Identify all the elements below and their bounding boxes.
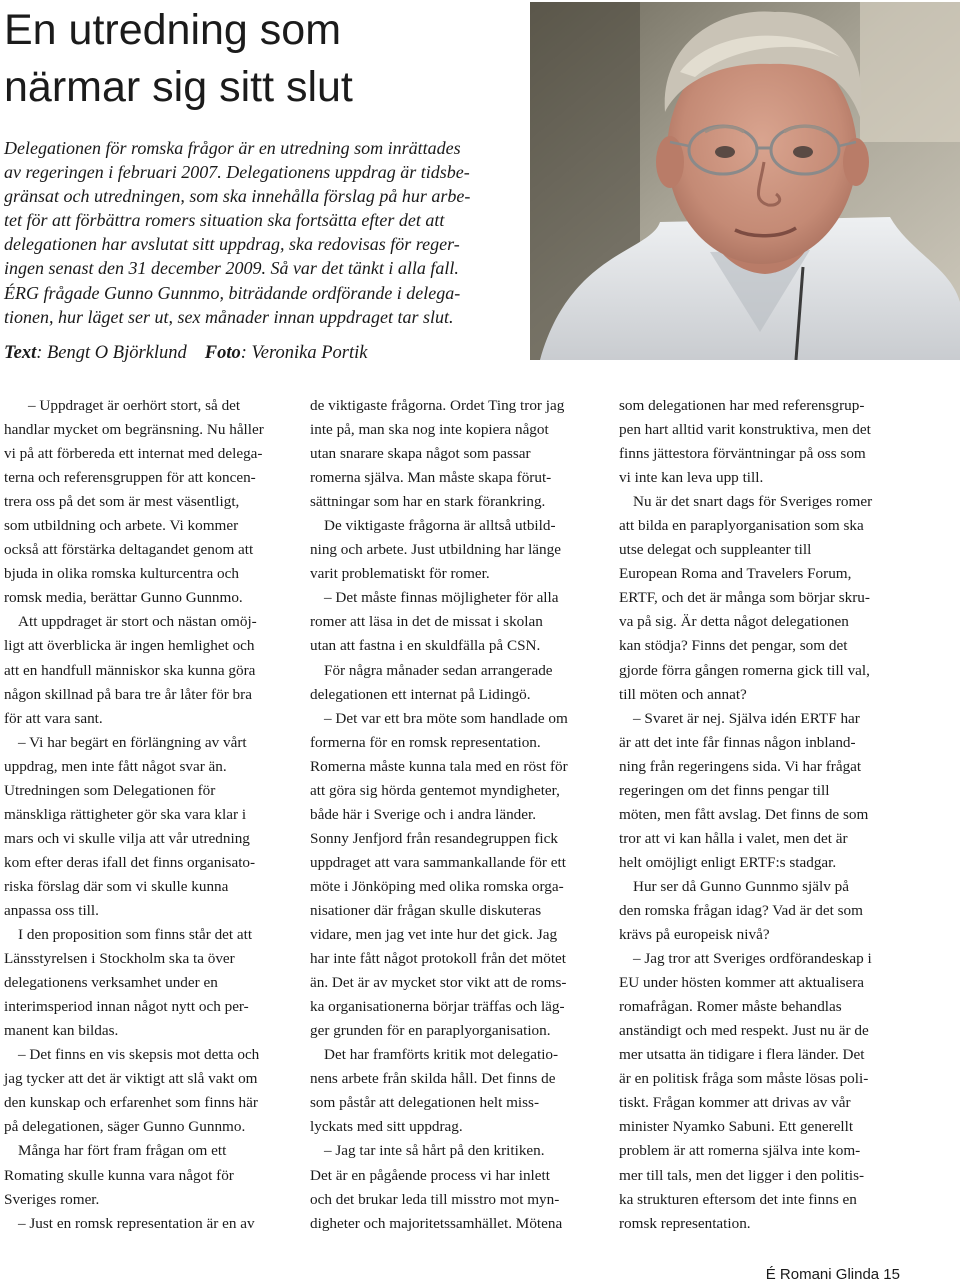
body-line: mer utsatta än tidigare i flera länder. Det <box>619 1046 865 1064</box>
body-line: Hur ser då Gunno Gunnmo själv på <box>633 877 849 895</box>
byline-photo-label: Foto <box>204 343 241 363</box>
body-line: utse delegat och suppleanter till <box>619 541 812 559</box>
body-line: riska förslag där som vi skulle kunna <box>4 877 229 895</box>
body-line: – Jag tror att Sveriges ordförandeskap i <box>633 950 872 968</box>
body-line: Det är en pågående process vi har inlett <box>310 1166 550 1184</box>
body-line: än. Det är av mycket stor vikt att de roms- <box>310 974 567 992</box>
body-line: anständigt och med respekt. Just nu är de <box>619 1022 869 1040</box>
page-footer-folio: É Romani Glinda 15 <box>765 1266 900 1283</box>
body-line: digheter och majoritetssamhället. Mötena <box>310 1214 563 1232</box>
body-line: har inte fått något protokoll från det mötet <box>310 950 566 968</box>
body-line: inte på, man ska nog inte kopiera något <box>310 421 549 439</box>
body-column-3 <box>619 394 904 1236</box>
body-line: tiskt. Frågan kommer att drivas av vår <box>619 1094 851 1112</box>
body-line: lyckats med sitt uppdrag. <box>310 1118 463 1136</box>
body-line: – Det finns en vis skepsis mot detta och <box>18 1046 260 1064</box>
body-line: I den proposition som finns står det att <box>18 926 253 944</box>
body-line: va på sig. Är detta något delegationen <box>619 613 849 631</box>
body-line: romafrågan. Romer måste behandlas <box>619 998 842 1016</box>
body-line: mänskliga rättigheter gör ska vara klar i <box>4 805 247 823</box>
body-line: Länsstyrelsen i Stockholm ska ta över <box>4 950 235 968</box>
body-line: och det brukar leda till misstro mot myn- <box>310 1190 560 1208</box>
body-line: – Det var ett bra möte som handlade om <box>324 709 568 727</box>
body-line: vi inte kan leva upp till. <box>619 469 764 487</box>
body-line: gjorde förra gången romerna gick till val, <box>619 661 870 679</box>
body-line: ger grunden för en paraplyorganisation. <box>310 1022 551 1040</box>
body-line: ning och arbete. Just utbildning har länge <box>310 541 561 559</box>
portrait-illustration <box>530 2 960 360</box>
body-column-2 <box>310 394 595 1236</box>
body-line: Att uppdraget är stort och nästan omöj- <box>18 613 257 631</box>
body-line: formerna för en romsk representation. <box>310 733 541 751</box>
body-column-1 <box>4 394 289 1236</box>
body-line: ERTF, och det är många som börjar skru- <box>619 589 870 607</box>
body-line: – Svaret är nej. Själva idén ERTF har <box>633 709 860 727</box>
body-line: European Roma and Travelers Forum, <box>619 565 852 583</box>
body-line: – Vi har begärt en förlängning av vårt <box>18 733 247 751</box>
body-line: möten, men fått avslag. Det finns de som <box>619 805 869 823</box>
body-line: ligt att överblicka är ingen hemlighet och <box>4 637 255 655</box>
body-line: finns jättestora förväntningar på oss som <box>619 445 866 463</box>
byline <box>4 341 367 365</box>
article-title <box>4 2 524 116</box>
body-line: ning från regeringens sida. Vi har frågat <box>619 757 862 775</box>
byline-author: : Bengt O Björklund <box>36 343 187 363</box>
body-line: – Jag tar inte så hårt på den kritiken. <box>324 1142 545 1160</box>
body-line: krävs på europeisk nivå? <box>619 926 770 944</box>
lead-line: Delegationen för romska frågor är en utredning som inrättades <box>4 138 461 158</box>
body-line: att bilda en paraplyorganisation som ska <box>619 517 864 535</box>
body-line: att en handfull människor ska kunna göra <box>4 661 256 679</box>
body-line: också att förstärka deltagandet genom att <box>4 541 254 559</box>
body-line: Det har framförts kritik mot delegatio- <box>324 1046 559 1064</box>
body-line: både här i Sverige och i andra länder. <box>310 805 537 823</box>
body-line: vi på att förbereda ett internat med delega- <box>4 445 263 463</box>
body-line: utan snarare skapa något som passar <box>310 445 531 463</box>
body-line: kom efter deras ifall det finns organisato- <box>4 853 256 871</box>
body-line: nisationer där frågan skulle diskuteras <box>310 901 542 919</box>
body-line: jag tycker att det är viktigt att slå vakt om <box>4 1070 258 1088</box>
body-line: terna och referensgruppen för att koncen- <box>4 469 256 487</box>
body-line: vidare, men jag vet inte hur det gick. Jag <box>310 926 558 944</box>
body-line: Romating skulle kunna vara något för <box>4 1166 234 1184</box>
body-line: som påstår att delegationen helt miss- <box>310 1094 540 1112</box>
body-line: till möten och annat? <box>619 685 747 703</box>
body-line: – Uppdraget är oerhört stort, så det <box>28 397 241 414</box>
body-line: de viktigaste frågorna. Ordet Ting tror jag <box>310 397 565 414</box>
body-line: romsk representation. <box>619 1214 751 1232</box>
body-line: Sonny Jenfjord från resandegruppen fick <box>310 829 558 847</box>
byline-text-label: Text <box>4 343 37 363</box>
body-line: är en politisk fråga som måste lösas poli- <box>619 1070 869 1088</box>
body-line: regeringen om det finns pengar till <box>619 781 830 799</box>
body-line: nens arbete från skilda håll. Det finns de <box>310 1070 556 1088</box>
title-line-1: En utredning som <box>4 6 342 54</box>
lead-line: tet för att förbättra romers situation ska fortsätta efter det att <box>4 210 445 231</box>
lead-line: gränsat och utredningen, som ska innehålla förslag på hur arbe- <box>4 186 471 207</box>
body-line: problem är att romerna själva inte kom- <box>619 1142 861 1160</box>
body-line: minister Nyamko Sabuni. Ett generellt <box>619 1118 854 1136</box>
body-line: är att det inte får finnas någon inbland- <box>619 733 856 751</box>
body-line: någon skillnad på bara tre år låter för bra <box>4 685 252 703</box>
portrait-photo <box>530 2 960 360</box>
body-line: uppdraget att vara sammankallande för ett <box>310 853 566 871</box>
body-line: Sveriges romer. <box>4 1190 100 1208</box>
body-line: ka strukturen eftersom det inte finns en <box>619 1190 857 1208</box>
body-line: romsk media, berättar Gunno Gunnmo. <box>4 589 243 607</box>
body-line: som utbildning och arbete. Vi kommer <box>4 517 239 535</box>
body-line: Nu är det snart dags för Sveriges romer <box>633 493 873 511</box>
body-line: romer att läsa in det de missat i skolan <box>310 613 543 631</box>
body-line: helt omöjligt enligt ERTF:s stadgar. <box>619 853 837 871</box>
body-line: som delegationen har med referensgrup- <box>619 397 865 414</box>
body-line: på delegationen, säger Gunno Gunnmo. <box>4 1118 246 1136</box>
body-line: pen hart alltid varit konstruktiva, men det <box>619 421 871 439</box>
article-lead <box>4 136 524 329</box>
body-line: varit problematiskt för romer. <box>310 565 490 583</box>
body-line: Utredningen som Delegationen för <box>4 781 216 799</box>
body-line: De viktigaste frågorna är alltså utbild- <box>324 517 556 535</box>
body-line: För några månader sedan arrangerade <box>324 661 553 679</box>
body-line: EU under hösten kommer att aktualisera <box>619 974 865 992</box>
body-line: uppdrag, men inte fått något svar än. <box>4 757 227 775</box>
body-line: bjuda in olika romska kulturcentra och <box>4 565 239 583</box>
body-line: utan att fastna i en skuldfälla på CSN. <box>310 637 541 655</box>
lead-line: delegationen har avslutat sitt uppdrag, ska redovisas för reger- <box>4 234 460 255</box>
body-line: den romska frågan idag? Vad är det som <box>619 901 863 919</box>
body-line: sättningar som har en stark förankring. <box>310 493 546 511</box>
body-line: ka organisationerna börjar träffas och läg- <box>310 998 565 1016</box>
body-line: trera oss på det som är mest väsentligt, <box>4 493 240 511</box>
body-line: handlar mycket om begränsning. Nu håller <box>4 421 264 439</box>
body-line: delegationens verksamhet under en <box>4 974 218 992</box>
body-line: anpassa oss till. <box>4 901 99 919</box>
body-line: romerna själva. Man måste skapa förut- <box>310 469 552 487</box>
body-line: mars och vi skulle vilja att vår utredning <box>4 829 250 847</box>
lead-line: ÉRG frågade Gunno Gunnmo, biträdande ordförande i delega- <box>4 282 461 303</box>
byline-photographer: : Veronika Portik <box>240 343 368 363</box>
lead-line: ingen senast den 31 december 2009. Så var det tänkt i alla fall. <box>4 258 459 279</box>
body-line: för att vara sant. <box>4 709 103 727</box>
body-line: att göra sig hörda gentemot myndigheter, <box>310 781 560 799</box>
lead-line: tionen, hur läget ser ut, sex månader innan uppdraget tar slut. <box>4 306 454 327</box>
body-line: – Just en romsk representation är en av <box>18 1214 255 1232</box>
body-line: tror att vi kan hålla i valet, men det är <box>619 829 848 847</box>
title-line-2: närmar sig sitt slut <box>4 63 353 111</box>
body-line: Många har fört fram frågan om ett <box>18 1142 227 1160</box>
body-line: möte i Jönköping med olika romska orga- <box>310 877 564 895</box>
body-line: den kunskap och erfarenhet som finns här <box>4 1094 258 1112</box>
body-line: mer till tals, men det ligger i den politis- <box>619 1166 865 1184</box>
body-line: kan stödja? Finns det pengar, som det <box>619 637 848 655</box>
lead-line: av regeringen i februari 2007. Delegationens uppdrag är tidsbe- <box>4 162 470 183</box>
body-line: delegationen ett internat på Lidingö. <box>310 685 531 703</box>
body-line: interimsperiod innan något nytt och per- <box>4 998 249 1016</box>
body-line: manent kan bildas. <box>4 1022 119 1040</box>
body-line: Romerna måste kunna tala med en röst för <box>310 757 568 775</box>
body-line: – Det måste finnas möjligheter för alla <box>324 589 559 607</box>
